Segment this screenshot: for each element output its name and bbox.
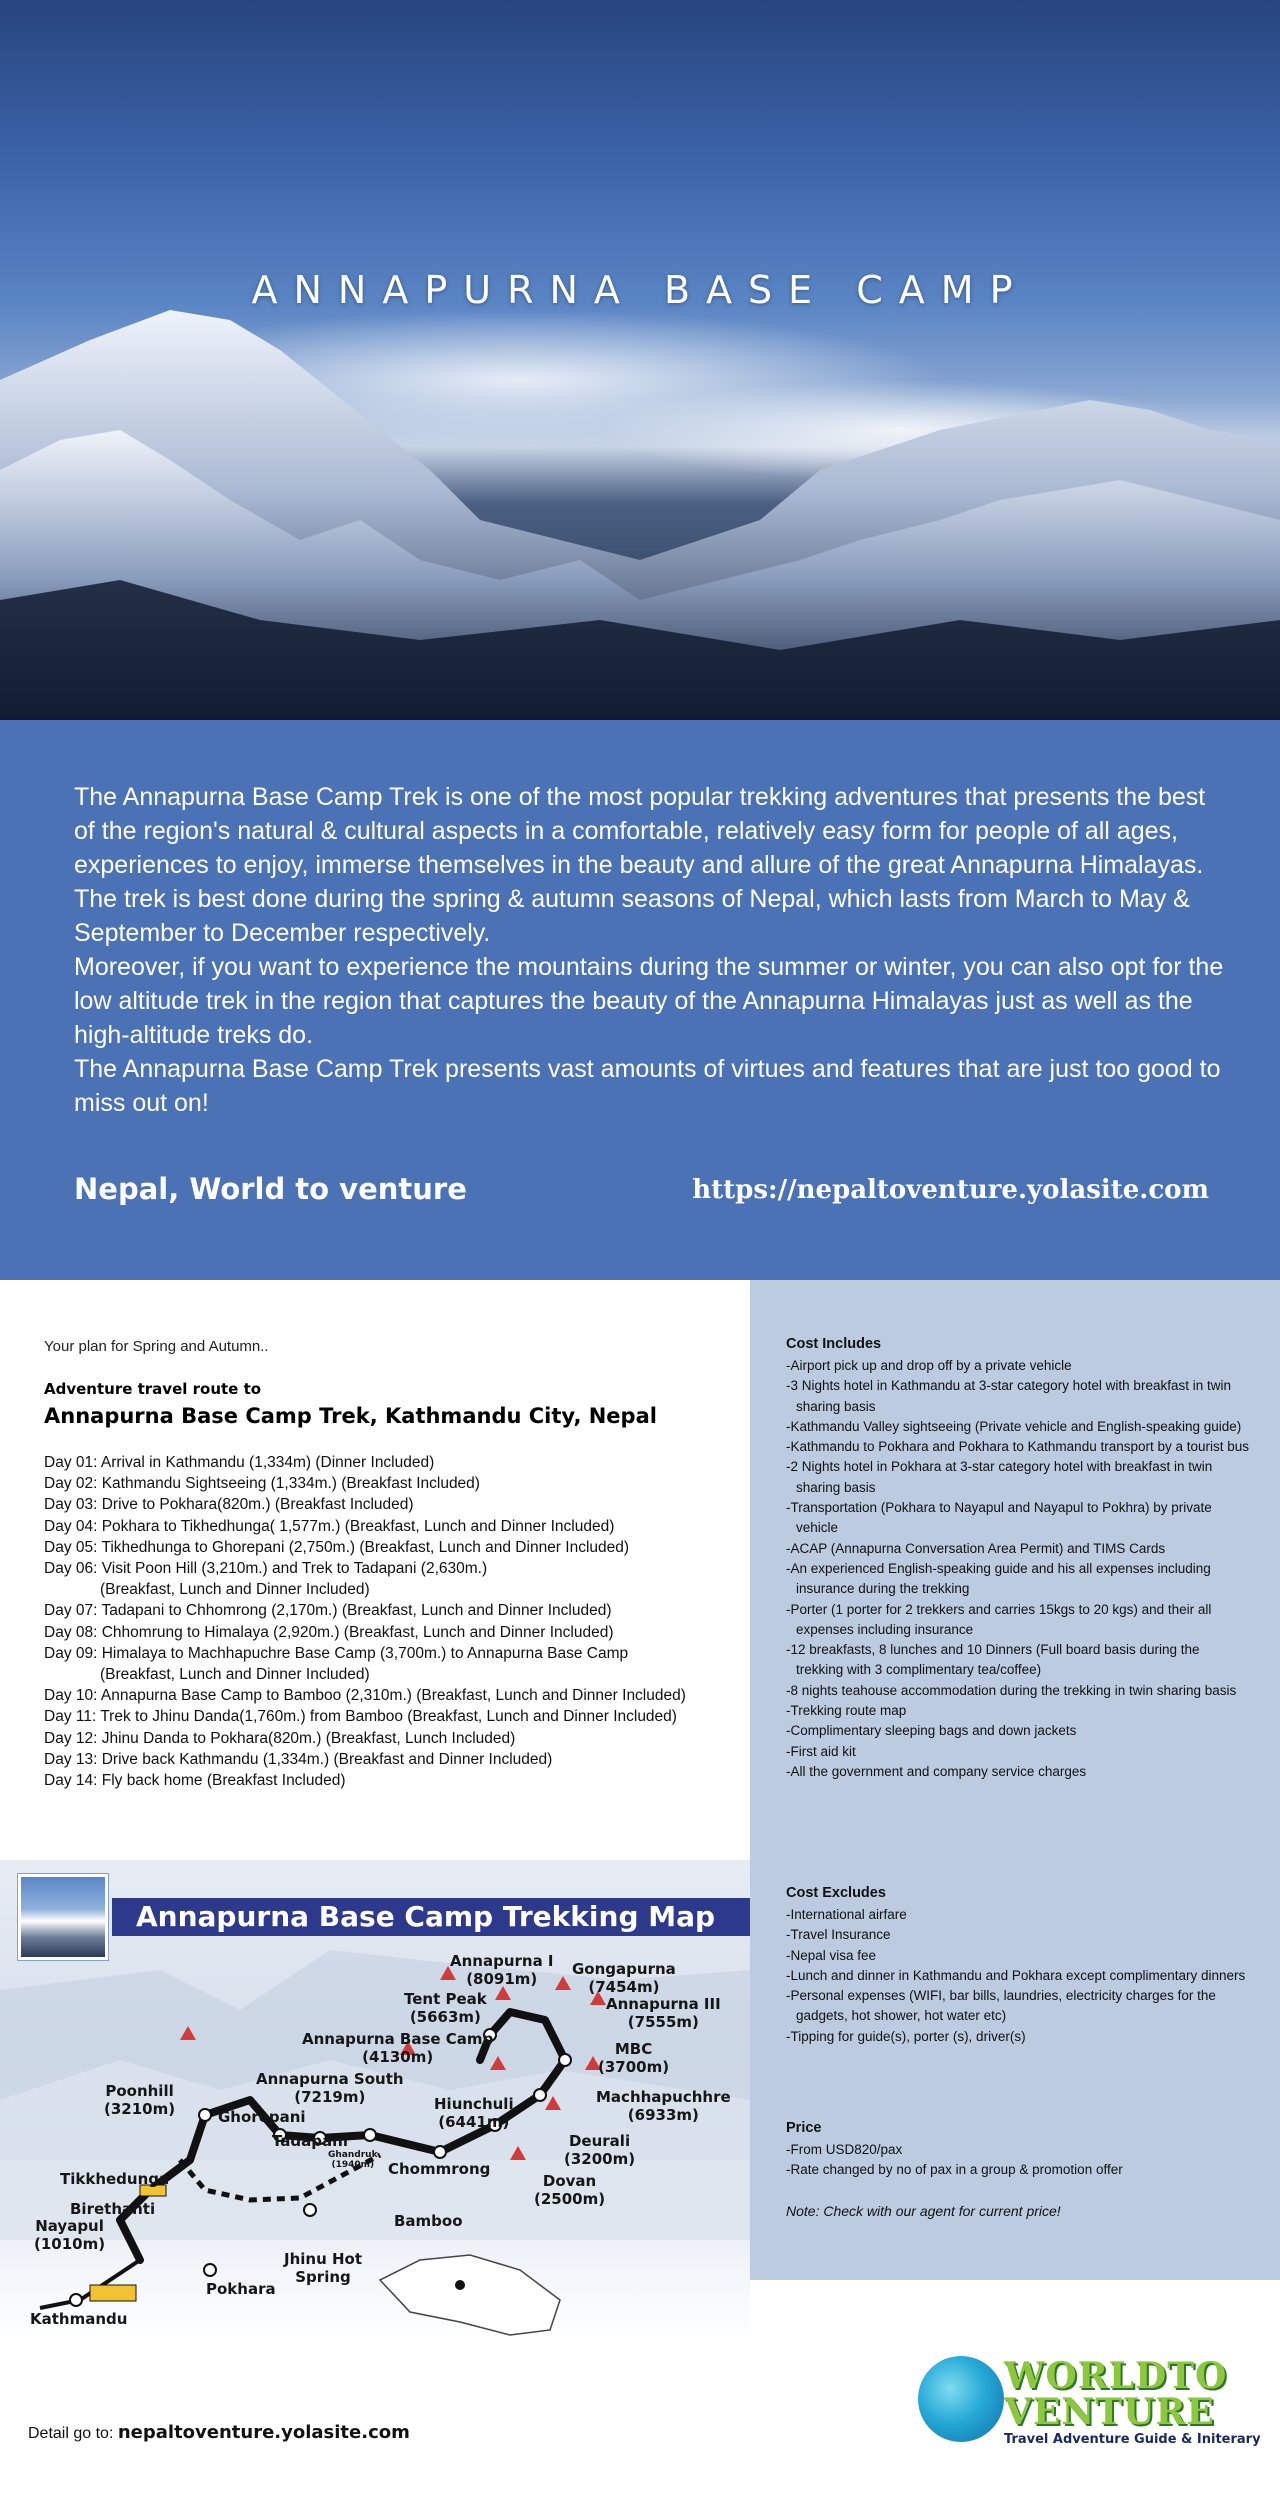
- logo-word-2: VENTURE: [1004, 2391, 1215, 2433]
- intro-paragraph-2: Moreover, if you want to experience the mountains during the summer or winter, you can also opt for the low altitude trek in the region that captures the beauty of the Annapurna Himalayas just as well as the high-altitude treks do.: [74, 953, 1224, 1049]
- itinerary-day: [44, 1516, 744, 1537]
- label-mbc: MBC (3700m): [598, 2040, 670, 2076]
- cost-include-item: -8 nights teahouse accommodation during the trekking in twin sharing basis: [786, 1682, 1237, 1698]
- cost-include-item: -Trekking route map: [786, 1703, 907, 1719]
- cost-include-item: -Complimentary sleeping bags and down jackets: [786, 1723, 1077, 1739]
- brand-name: Nepal, World to venture: [74, 1172, 467, 1206]
- itinerary-list: [44, 1452, 744, 1791]
- itinerary-day-text: Day 11: Trek to Jhinu Danda(1,760m.) from Bamboo (Breakfast, Lunch and Dinner Included): [44, 1708, 677, 1726]
- map-title: Annapurna Base Camp Trekking Map: [136, 1900, 716, 1933]
- label-jhinu-hot-spring: Jhinu Hot Spring: [284, 2250, 363, 2286]
- itinerary-day-text: Day 05: Tikhedhunga to Ghorepani (2,750m.) (Breakfast, Lunch and Dinner Included): [44, 1538, 630, 1556]
- itinerary-day-text: Day 10: Annapurna Base Camp to Bamboo (2,310m.) (Breakfast, Lunch and Dinner Included): [44, 1687, 686, 1705]
- itinerary-day: [44, 1558, 744, 1600]
- cost-include-item: -All the government and company service charges: [786, 1763, 1087, 1779]
- itinerary-day-text: Day 08: Chhomrung to Himalaya (2,920m.) (Breakfast, Lunch and Dinner Included): [44, 1623, 614, 1641]
- itinerary-day: [44, 1473, 744, 1494]
- label-annapurna-1: Annapurna I (8091m): [450, 1952, 554, 1988]
- cost-exclude-item: -Tipping for guide(s), porter (s), driver(s): [786, 2028, 1026, 2044]
- label-gangapurna: Gongapurna (7454m): [572, 1960, 676, 1996]
- price-title: Price: [786, 2120, 822, 2136]
- trekking-map: [0, 1860, 750, 2340]
- intro-text: [74, 780, 1224, 1120]
- cost-includes-list: [786, 1356, 1250, 1782]
- cost-includes-title: Cost Includes: [786, 1336, 882, 1352]
- logo-tagline: Travel Adventure Guide & Initerary: [1004, 2432, 1261, 2447]
- cost-include-item: -ACAP (Annapurna Conversation Area Permit) and TIMS Cards: [786, 1540, 1166, 1556]
- price-note: Note: Check with our agent for current price!: [786, 2202, 1061, 2219]
- cost-include-item: -Transportation (Pokhara to Nayapul and Nayapul to Pokhra) by private vehicle: [786, 1500, 1212, 1536]
- cost-include-item: -2 Nights hotel in Pokhara at 3-star category hotel with breakfast in twin sharing basis: [786, 1459, 1213, 1495]
- itinerary-day-text: Day 06: Visit Poon Hill (3,210m.) and Trek to Tadapani (2,630m.): [44, 1560, 488, 1578]
- price-item: -From USD820/pax: [786, 2142, 903, 2157]
- logo-word-1: WORLDTO: [1004, 2355, 1228, 2397]
- cost-include-item: -An experienced English-speaking guide and his all expenses including insurance during the trekking: [786, 1560, 1211, 1597]
- label-annapurna-south: Annapurna South (7219m): [256, 2070, 404, 2106]
- cost-include-item: -First aid kit: [786, 1743, 856, 1759]
- cost-exclude-item: -Travel Insurance: [786, 1927, 891, 1943]
- itinerary-day: [44, 1452, 744, 1473]
- itinerary-day-text: Day 03: Drive to Pokhara(820m.) (Breakfast Included): [44, 1496, 414, 1514]
- itinerary-day-text: Day 13: Drive back Kathmandu (1,334m.) (Breakfast and Dinner Included): [44, 1750, 553, 1768]
- label-poonhill: Poonhill (3210m): [104, 2082, 176, 2118]
- itinerary-day-text: Day 14: Fly back home (Breakfast Included): [44, 1772, 346, 1790]
- footer-detail-url[interactable]: nepaltoventure.yolasite.com: [117, 2422, 410, 2443]
- cost-include-item: -3 Nights hotel in Kathmandu at 3-star category hotel with breakfast in twin sharing basis: [786, 1378, 1231, 1414]
- itinerary-day-text: Day 02: Kathmandu Sightseeing (1,334m.) (Breakfast Included): [44, 1475, 480, 1493]
- label-ghorepani: Ghorepani: [218, 2108, 306, 2126]
- site-url-link[interactable]: https://nepaltoventure.yolasite.com: [692, 1175, 1209, 1205]
- cost-excludes-section: [786, 1885, 1250, 2047]
- label-tent-peak: Tent Peak (5663m): [404, 1990, 487, 2026]
- label-nayapul: Nayapul (1010m): [34, 2217, 106, 2253]
- cost-exclude-item: -Nepal visa fee: [786, 1947, 877, 1963]
- mountain-illustration: [0, 0, 1280, 720]
- cost-includes-section: [786, 1336, 1250, 1782]
- itinerary-day-text: Day 01: Arrival in Kathmandu (1,334m) (Dinner Included): [44, 1454, 435, 1471]
- cost-include-item: -Airport pick up and drop off by a private vehicle: [786, 1358, 1072, 1373]
- map-thumbnail-image: [18, 1874, 108, 1960]
- route-label: Adventure travel route to: [44, 1380, 262, 1398]
- intro-paragraph-3: The Annapurna Base Camp Trek presents vast amounts of virtues and features that are just too good to miss out on!: [74, 1055, 1221, 1117]
- route-title: Annapurna Base Camp Trek, Kathmandu City, Nepal: [44, 1404, 657, 1428]
- hero-banner: [0, 0, 1280, 720]
- footer-detail: [28, 2422, 410, 2443]
- cost-include-item: -12 breakfasts, 8 lunches and 10 Dinners (Full board basis during the trekking with 3 complimentary tea/coffee): [786, 1642, 1200, 1678]
- itinerary-day: [44, 1494, 744, 1515]
- itinerary-day-text: Day 09: Himalaya to Machhapuchre Base Camp (3,700m.) to Annapurna Base Camp: [44, 1644, 629, 1662]
- cost-include-item: -Kathmandu Valley sightseeing (Private vehicle and English-speaking guide): [786, 1418, 1242, 1434]
- itinerary-day: [44, 1643, 744, 1685]
- footer-detail-label: Detail go to:: [28, 2425, 114, 2442]
- itinerary-day: [44, 1600, 744, 1621]
- itinerary-day: [44, 1706, 744, 1727]
- cost-excludes-title: Cost Excludes: [786, 1885, 886, 1901]
- label-tikkhedunga: Tikkhedunga: [60, 2170, 170, 2188]
- itinerary-day: [44, 1537, 744, 1558]
- price-list: [786, 2140, 1250, 2181]
- itinerary-day: [44, 1749, 744, 1770]
- label-ghandruk: Ghandruk (1940m): [328, 2150, 378, 2170]
- label-annapurna-base-camp: Annapurna Base Camp (4130m): [302, 2030, 494, 2066]
- label-machhapuchhre: Machhapuchhre (6933m): [596, 2088, 731, 2124]
- plan-intro: Your plan for Spring and Autumn..: [44, 1338, 269, 1355]
- label-annapurna-3: Annapurna III (7555m): [606, 1995, 721, 2031]
- intro-paragraph-1: The Annapurna Base Camp Trek is one of the most popular trekking adventures that presents the best of the region's natural & cultural aspects in a comfortable, relatively easy form for people of all ages, experiences to enjoy, immerse themselves in the beauty and allure of the great Annapurna Himalayas. The trek is best done during the spring & autumn seasons of Nepal, which lasts from March to May & September to December respectively.: [74, 783, 1206, 947]
- itinerary-day-meals: (Breakfast, Lunch and Dinner Included): [100, 1581, 370, 1599]
- itinerary-day: [44, 1622, 744, 1643]
- label-deurali: Deurali (3200m): [564, 2132, 636, 2168]
- itinerary-day-text: Day 12: Jhinu Danda to Pokhara(820m.) (Breakfast, Lunch Included): [44, 1729, 516, 1747]
- cost-include-item: -Porter (1 porter for 2 trekkers and carries 15kgs to 20 kgs) and their all expenses including insurance: [786, 1601, 1212, 1637]
- worldtoventure-logo: [918, 2352, 1261, 2448]
- price-item: -Rate changed by no of pax in a group & promotion offer: [786, 2162, 1123, 2178]
- itinerary-day-text: Day 07: Tadapani to Chhomrong (2,170m.) (Breakfast, Lunch and Dinner Included): [44, 1602, 612, 1620]
- cost-panel: [750, 1280, 1280, 2280]
- label-bamboo: Bamboo: [394, 2212, 463, 2230]
- itinerary-day-text: Day 04: Pokhara to Tikhedhunga( 1,577m.) (Breakfast, Lunch and Dinner Included): [44, 1517, 615, 1535]
- price-section: [786, 2120, 1250, 2219]
- label-chommrong: Chommrong: [388, 2160, 491, 2178]
- cost-excludes-list: [786, 1905, 1250, 2047]
- label-tadapani: Tadapani: [272, 2132, 348, 2150]
- label-hiunchuli: Hiunchuli (6441m): [434, 2095, 514, 2131]
- itinerary-day-meals: (Breakfast, Lunch and Dinner Included): [100, 1666, 370, 1684]
- itinerary-day: [44, 1685, 744, 1706]
- cost-exclude-item: -Personal expenses (WIFI, bar bills, laundries, electricity charges for the gadgets, hot shower, hot water etc): [786, 1988, 1216, 2024]
- cost-exclude-item: -Lunch and dinner in Kathmandu and Pokhara except complimentary dinners: [786, 1967, 1246, 1983]
- globe-icon: [918, 2356, 1004, 2442]
- label-kathmandu: Kathmandu: [30, 2310, 128, 2328]
- cost-include-item: -Kathmandu to Pokhara and Pokhara to Kathmandu transport by a tourist bus: [786, 1439, 1250, 1455]
- label-birethanti: Birethanti: [70, 2200, 156, 2218]
- hero-title: ANNAPURNA BASE CAMP: [251, 268, 1029, 312]
- itinerary-section: [0, 1280, 750, 1860]
- itinerary-day: [44, 1728, 744, 1749]
- label-pokhara: Pokhara: [206, 2280, 276, 2298]
- cost-exclude-item: -International airfare: [786, 1907, 907, 1922]
- itinerary-day: [44, 1770, 744, 1791]
- label-dovan: Dovan (2500m): [534, 2172, 606, 2208]
- intro-section: [0, 720, 1280, 1280]
